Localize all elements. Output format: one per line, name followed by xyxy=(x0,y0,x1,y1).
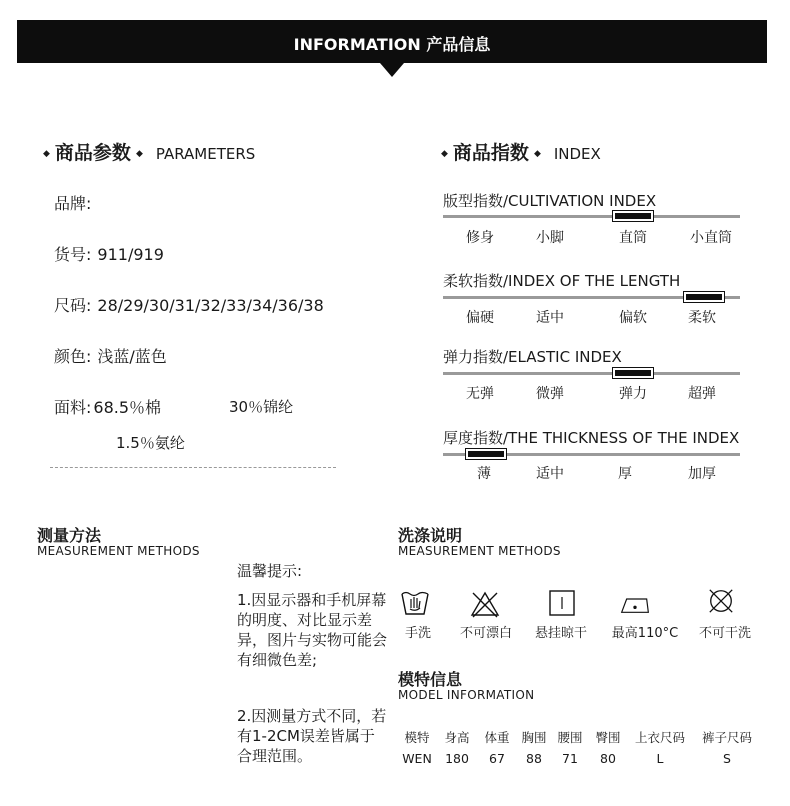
param-size xyxy=(54,293,324,316)
index-title-en: INDEX xyxy=(553,145,601,163)
model-header-cell: 裤子尺码 xyxy=(701,730,752,745)
index-label: 弹力 xyxy=(619,386,647,402)
size-value: 28/29/30/31/32/33/34/36/38 xyxy=(97,296,324,315)
index-row-title: 柔软指数/INDEX OF THE LENGTH xyxy=(443,272,681,290)
tips-paragraph-2: 2.因测量方式不同，若有1-2CM误差皆属于合理范围。 xyxy=(237,707,387,765)
banner-title: INFORMATION 产品信息 xyxy=(293,35,491,54)
index-marker xyxy=(466,449,506,459)
model-value-cell: L xyxy=(656,750,664,766)
measurement-title-cn: 测量方法 xyxy=(37,526,102,545)
index-label: 小脚 xyxy=(536,230,564,246)
index-row-title: 厚度指数/THE THICKNESS OF THE INDEX xyxy=(443,429,740,447)
model-value-row xyxy=(398,748,762,768)
no-bleach-icon xyxy=(470,590,500,618)
item-no-value: 911/919 xyxy=(97,245,164,264)
model-header-cell: 身高 xyxy=(444,730,470,745)
index-label: 微弹 xyxy=(536,386,564,402)
measurement-title-en: MEASUREMENT METHODS xyxy=(37,544,200,558)
washing-title-cn: 洗涤说明 xyxy=(398,526,463,545)
index-track xyxy=(443,372,740,375)
model-header-cell: 上衣尺码 xyxy=(634,730,685,745)
model-header-cell: 体重 xyxy=(484,730,510,745)
color-value: 浅蓝/蓝色 xyxy=(97,347,167,366)
fabric-nylon: 30％锦纶 xyxy=(229,398,294,416)
tips-paragraph-1: 1.因显示器和手机屏幕的明度、对比显示差异，图片与实物可能会有细微色差; xyxy=(237,591,388,669)
index-label: 修身 xyxy=(466,230,494,246)
model-title-en: MODEL INFORMATION xyxy=(398,688,535,702)
model-value-cell: 67 xyxy=(489,750,505,766)
model-title-cn: 模特信息 xyxy=(398,670,463,689)
no-dry-clean-icon xyxy=(706,587,736,615)
wash-label: 悬挂晾干 xyxy=(534,626,587,641)
index-label: 厚 xyxy=(618,466,632,482)
param-fabric xyxy=(54,395,161,418)
banner-arrow xyxy=(380,63,404,77)
model-header-cell: 腰围 xyxy=(557,730,583,745)
iron-icon xyxy=(620,590,650,618)
item-no-label: 货号: xyxy=(54,245,92,264)
index-title-cn: 商品指数 xyxy=(452,142,529,164)
model-header-cell: 模特 xyxy=(404,730,430,745)
model-table xyxy=(398,726,762,768)
index-label: 适中 xyxy=(536,466,564,482)
diamond-icon: ◆ xyxy=(135,149,143,159)
index-row-title: 版型指数/CULTIVATION INDEX xyxy=(443,192,657,210)
index-label: 柔软 xyxy=(688,310,716,326)
hand-wash-icon xyxy=(400,588,430,616)
index-marker xyxy=(613,368,653,378)
wash-label: 不可干洗 xyxy=(698,626,751,641)
diamond-icon: ◆ xyxy=(441,149,448,159)
parameters-title-cn: 商品参数 xyxy=(54,142,131,164)
model-value-cell: WEN xyxy=(402,750,432,766)
index-heading xyxy=(436,138,601,165)
diamond-icon: ◆ xyxy=(533,149,541,159)
parameters-title-en: PARAMETERS xyxy=(155,145,256,163)
washing-title-en: MEASUREMENT METHODS xyxy=(398,544,561,558)
tips-title: 温馨提示: xyxy=(237,562,303,580)
info-banner xyxy=(17,20,767,63)
diamond-icon: ◆ xyxy=(43,149,50,159)
model-header-row xyxy=(398,726,762,748)
index-label: 偏软 xyxy=(619,310,647,326)
wash-label: 最高110°C xyxy=(611,626,679,641)
wash-label: 手洗 xyxy=(404,626,431,641)
index-label: 适中 xyxy=(536,310,564,326)
param-brand xyxy=(54,191,97,214)
index-label: 加厚 xyxy=(688,466,716,482)
index-marker xyxy=(684,292,724,302)
param-item-no xyxy=(54,242,164,265)
index-row-title: 弹力指数/ELASTIC INDEX xyxy=(443,348,622,366)
index-label: 小直筒 xyxy=(690,230,732,246)
model-value-cell: 180 xyxy=(445,750,469,766)
brand-label: 品牌: xyxy=(54,194,92,213)
model-value-cell: 71 xyxy=(562,750,578,766)
fabric-spandex: 1.5％氨纶 xyxy=(116,434,185,452)
index-marker xyxy=(613,211,653,221)
model-value-cell: S xyxy=(723,750,731,766)
model-header-cell: 胸围 xyxy=(521,730,547,745)
index-track xyxy=(443,215,740,218)
hang-dry-icon xyxy=(547,589,577,617)
dashed-divider xyxy=(50,467,336,468)
model-header-cell: 臀围 xyxy=(595,730,621,745)
model-value-cell: 88 xyxy=(526,750,542,766)
fabric-label: 面料: xyxy=(54,398,92,417)
color-label: 颜色: xyxy=(54,347,92,366)
index-label: 薄 xyxy=(477,466,491,482)
parameters-heading xyxy=(38,138,255,165)
index-label: 偏硬 xyxy=(466,310,494,326)
model-value-cell: 80 xyxy=(600,750,616,766)
index-label: 直筒 xyxy=(619,230,647,246)
size-label: 尺码: xyxy=(54,296,92,315)
index-label: 超弹 xyxy=(688,386,716,402)
param-color xyxy=(54,344,167,367)
index-label: 无弹 xyxy=(466,386,494,402)
fabric-cotton: 68.5％棉 xyxy=(93,398,162,417)
wash-label: 不可漂白 xyxy=(459,626,512,641)
